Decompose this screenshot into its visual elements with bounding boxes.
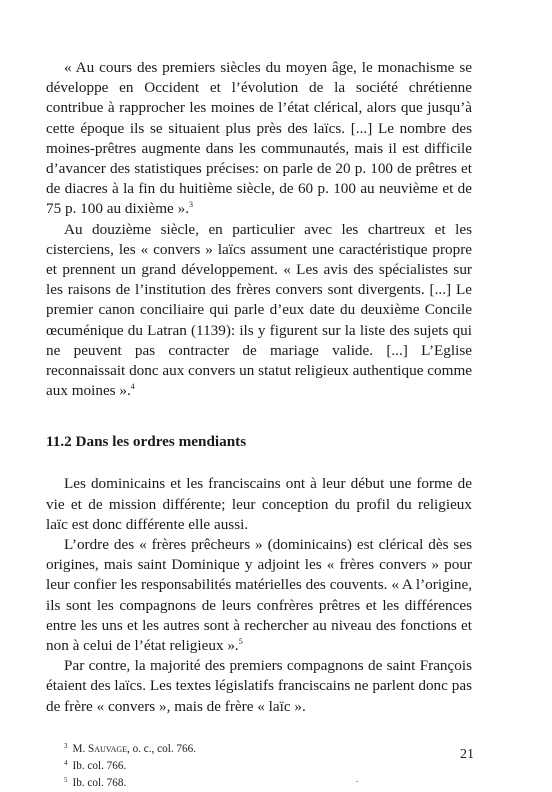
- footnote: [64, 741, 472, 758]
- paragraph-saint-francois: Par contre, la majorité des premiers compagnons de saint François étaient des laïcs. Les textes législatifs franciscains ne parlent donc pas de frère « convers », mais de frère « laïc ».: [46, 657, 472, 715]
- footnote: [64, 775, 472, 792]
- footnote-author: M. Sauvage: [72, 742, 128, 755]
- footnote-text: , o. c., col. 766.: [127, 742, 196, 755]
- paragraph-douzieme-siecle: Au douzième siècle, en particulier avec les chartreux et les cisterciens, les « convers » laïcs assument une caractéristique propre et prennent un grand développement. « Les avis des spécialistes sur les raisons de l’institution des frères convers sont divergents. [...] Le premier canon conciliaire qui parle d’eux date du deuxième Concile œcuménique du Latran (1139): ils y figurent sur la liste des sujets qui ne peuvent pas contracter de mariage valide. [...] L’Eglise reconnaissait donc aux convers un statut religieux authentique comme aux moines ».$^4$: [46, 220, 472, 400]
- paragraph-dominicains-franciscains: Les dominicains et les franciscains ont à leur début une forme de vie et de mission différente; leur conception du profil du religieux laïc est donc différente elle aussi.: [46, 475, 472, 533]
- footnote-text: Ib. col. 766.: [72, 759, 127, 772]
- section-heading: 11.2 Dans les ordres mendiants: [46, 433, 247, 451]
- footnote-text: Ib. col. 768.: [72, 776, 127, 789]
- page-number: 21: [460, 747, 474, 762]
- paragraph-monachisme: « Au cours des premiers siècles du moyen âge, le monachisme se développe en Occident et l’évolution de la société chrétienne contribue à rapprocher les moines de l’état clérical, alors que jusqu’à cette époque ils se situaient plus près des laïcs. [...] Le nombre des moines-prêtres augmente dans les communautés, mais il est difficile d’avancer des statistiques précises: on parle de 20 p. 100 de prêtres et de diacres à la fin du huitième siècle, de 60 p. 100 au neuvième et de 75 p. 100 au dixième ».$^3$: [46, 59, 472, 218]
- footnote-number: 5: [64, 775, 68, 784]
- footnote: [64, 758, 472, 775]
- scan-speck: [356, 781, 358, 782]
- footnote-ref[interactable]: 5: [238, 637, 243, 647]
- footnote-number: 3: [64, 741, 68, 750]
- page-body: [46, 58, 472, 792]
- footnote-number: 4: [64, 758, 68, 767]
- footnote-ref[interactable]: 4: [130, 382, 135, 392]
- paragraph-freres-precheurs: L’ordre des « frères prêcheurs » (dominicains) est clérical dès ses origines, mais saint Dominique y adjoint les « frères convers » pour leur confier les responsabilités matérielles des couvents. « A l’origine, ils sont les compagnons de leurs confrères prêtres et les différences entre les uns et les autres sont à rechercher au niveau des fonctions et non à celui de l’état religieux ».$^5$: [46, 536, 472, 655]
- footnote-ref[interactable]: 3: [189, 200, 193, 210]
- footnotes: [46, 741, 472, 792]
